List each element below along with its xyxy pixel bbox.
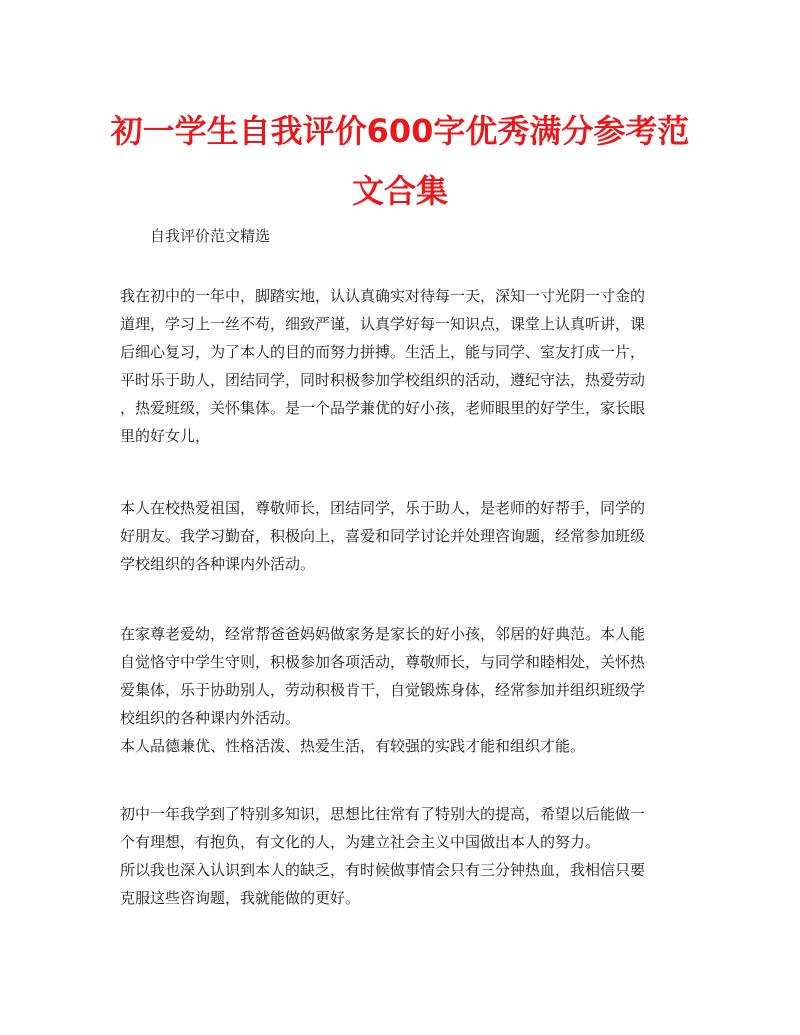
paragraph-line: 自觉恪守中学生守则，积极参加各项活动，尊敬师长，与同学和睦相处，关怀热	[120, 653, 646, 671]
paragraph-line: 道理，学习上一丝不苟，细致严谨，认真学好每一知识点，课堂上认真听讲，课	[120, 315, 646, 333]
paragraph-line: 在家尊老爱幼，经常帮爸爸妈妈做家务是家长的好小孩，邻居的好典范。本人能	[120, 625, 646, 643]
paragraph-line: 好朋友。我学习勤奋，积极向上，喜爱和同学讨论并处理咨询题，经常参加班级	[120, 527, 646, 545]
paragraph-line: 学校组织的各种课内外活动。	[120, 555, 316, 573]
paragraph-4	[120, 800, 695, 912]
paragraph-line: 平时乐于助人，团结同学，同时积极参加学校组织的活动，遵纪守法，热爱劳动	[120, 371, 646, 389]
paragraph-line: 我在初中的一年中，脚踏实地，认认真确实对待每一天，深知一寸光阴一寸金的	[120, 287, 646, 305]
paragraph-line: ，热爱班级，关怀集体。是一个品学兼优的好小孩，老师眼里的好学生，家长眼	[120, 399, 646, 417]
paragraph-line: 初中一年我学到了特别多知识，思想比往常有了特别大的提高，希望以后能做一	[120, 805, 646, 823]
paragraph-line: 个有理想，有抱负，有文化的人，为建立社会主义中国做出本人的努力。	[120, 833, 601, 851]
document-title-line-1: 初一学生自我评价600字优秀满分参考范	[110, 112, 690, 150]
document-title-line-2: 文合集	[351, 172, 448, 210]
paragraph-line: 里的好女儿，	[120, 427, 211, 445]
paragraph-line: 本人品德兼优、性格活泼、热爱生活，有较强的实践才能和组织才能。	[120, 737, 586, 755]
paragraph-line: 爱集体，乐于协助别人，劳动积极肯干，自觉锻炼身体，经常参加并组织班级学	[120, 681, 646, 699]
paragraph-line: 校组织的各种课内外活动。	[120, 709, 301, 727]
paragraph-1	[120, 282, 695, 450]
paragraph-line: 克服这些咨询题，我就能做的更好。	[120, 889, 361, 907]
paragraph-line: 后细心复习，为了本人的目的而努力拼搏。生活上，能与同学、室友打成一片，	[120, 343, 646, 361]
paragraph-line: 本人在校热爱祖国，尊敬师长，团结同学，乐于助人，是老师的好帮手，同学的	[120, 499, 646, 517]
paragraph-line: 所以我也深入认识到本人的缺乏，有时候做事情会只有三分钟热血，我相信只要	[120, 861, 646, 879]
document-subtitle: 自我评价范文精选	[150, 227, 271, 245]
paragraph-3	[120, 620, 695, 760]
paragraph-2	[120, 494, 695, 578]
